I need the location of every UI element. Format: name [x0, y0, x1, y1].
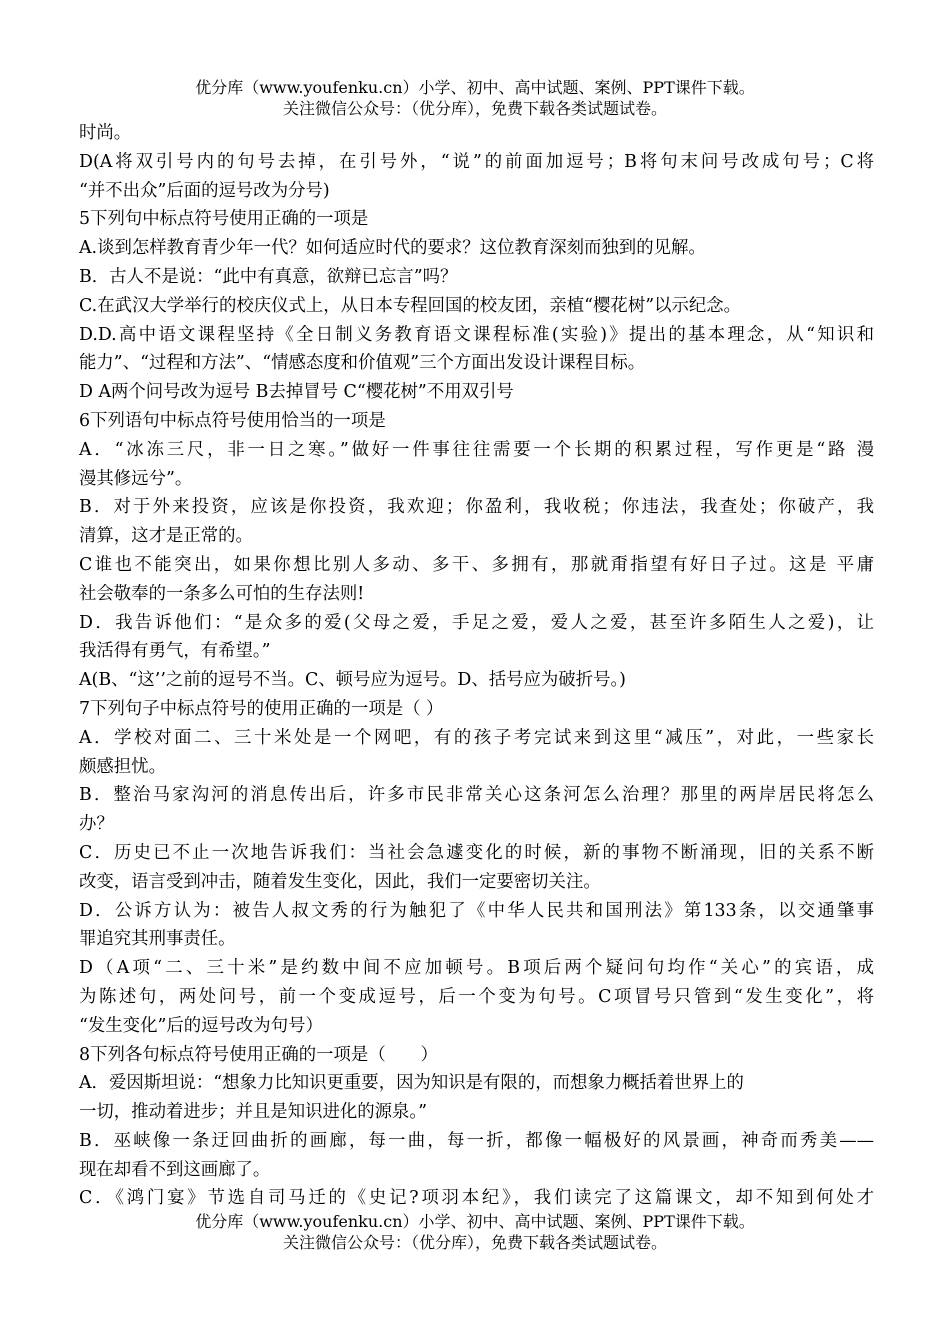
text-line: 漫其修远兮”。 [79, 468, 193, 489]
text-line: A.谈到怎样教育青少年一代？如何适应时代的要求？这位教育深刻而独到的见解。 [79, 238, 706, 259]
text-line: D．公诉方认为：被告人叔文秀的行为触犯了《中华人民共和国刑法》第133条，以交通肇事 [79, 900, 874, 921]
text-line: 现在却看不到这画廊了。 [79, 1159, 271, 1180]
text-line: 社会敬奉的一条多么可怕的生存法则! [79, 583, 365, 604]
text-line: 改变，语言受到冲击，随着发生变化，因此，我们一定要密切关注。 [79, 871, 601, 892]
text-line: D．我告诉他们：“是众多的爱(父母之爱，手足之爱，爱人之爱，甚至许多陌生人之爱)，让 [79, 612, 874, 633]
text-line: A(B、“这’’之前的逗号不当。C、顿号应为逗号。D、括号应为破折号。) [79, 670, 626, 691]
header-line-2: 关注微信公众号：（优分库），免费下载各类试题试卷。 [282, 99, 667, 118]
text-line: 能力”、“过程和方法”、“情感态度和价值观”三个方面出发设计课程目标。 [79, 353, 646, 374]
text-line: 罪追究其刑事责任。 [79, 929, 236, 950]
text-line: C.在武汉大学举行的校庆仪式上，从日本专程回国的校友团，亲植“樱花树”以示纪念。 [79, 295, 742, 316]
text-line: 5下列句中标点符号使用正确的一项是 [79, 209, 369, 230]
text-line: A．学校对面二、三十米处是一个网吧，有的孩子考完试来到这里“减压”，对此，一些家长 [79, 727, 874, 748]
text-line: 一切，推动着进步；并且是知识进化的源泉。” [79, 1102, 428, 1123]
text-line: B．对于外来投资，应该是你投资，我欢迎；你盈利，我收税；你违法，我查处；你破产，我 [79, 497, 874, 518]
text-line: D（A项“二、三十米”是约数中间不应加顿号。B项后两个疑问句均作“关心”的宾语，成 [79, 958, 874, 979]
text-line: “发生变化”后的逗号改为句号） [79, 1015, 323, 1036]
text-line: 6下列语句中标点符号使用恰当的一项是 [79, 410, 386, 431]
text-line: D A两个问号改为逗号 B去掉冒号 C“樱花树”不用双引号 [79, 382, 514, 403]
text-line: 8下列各句标点符号使用正确的一项是（ ） [79, 1044, 438, 1065]
text-line: 我活得有勇气，有希望。” [79, 641, 271, 662]
page-footer [0, 1211, 950, 1253]
footer-line-1: 优分库（www.youfenku.cn）小学、初中、高中试题、案例、PPT课件下载。 [195, 1212, 755, 1231]
text-line: C．历史已不止一次地告诉我们：当社会急遽变化的时候，新的事物不断涌现，旧的关系不断 [79, 842, 874, 863]
text-line: A．爱因斯坦说：“想象力比知识更重要，因为知识是有限的，而想象力概括着世界上的 [79, 1073, 744, 1094]
page-header [0, 77, 950, 119]
text-line: A．“冰冻三尺，非一日之寒。”做好一件事往往需要一个长期的积累过程，写作更是“路 漫 [79, 439, 874, 460]
text-line: 为陈述句，两处问号，前一个变成逗号，后一个变为句号。C项冒号只管到“发生变化”，将 [79, 986, 874, 1007]
text-line: 时尚。 [79, 123, 132, 143]
text-line: B．古人不是说：“此中有真意，欲辩已忘言”吗？ [79, 266, 458, 287]
text-line: D.D.高中语文课程坚持《全日制义务教育语文课程标准(实验)》提出的基本理念，从“知识和 [79, 324, 874, 345]
text-line: C谁也不能突出，如果你想比别人多动、多干、多拥有，那就甭指望有好日子过。这是 平庸 [79, 554, 874, 575]
header-line-1: 优分库（www.youfenku.cn）小学、初中、高中试题、案例、PPT课件下载。 [195, 78, 755, 97]
text-line: 办？ [79, 814, 114, 835]
text-line: 清算，这才是正常的。 [79, 526, 253, 547]
text-line: B．巫峡像一条迂回曲折的画廊，每一曲，每一折，都像一幅极好的风景画，神奇而秀美—— [79, 1130, 874, 1151]
text-line: B．整治马家沟河的消息传出后，许多市民非常关心这条河怎么治理？那里的两岸居民将怎么 [79, 785, 874, 806]
footer-line-2: 关注微信公众号：（优分库），免费下载各类试题试卷。 [282, 1233, 667, 1252]
text-line: 颇感担忧。 [79, 756, 166, 777]
text-line: C．《鸿门宴》节选自司马迁的《史记?项羽本纪》，我们读完了这篇课文，却不知到何处才 [79, 1188, 874, 1209]
text-line: “并不出众”后面的逗号改为分号) [79, 180, 330, 201]
text-line: 7下列句子中标点符号的使用正确的一项是（ ） [79, 698, 444, 719]
text-line: D(A将双引号内的句号去掉，在引号外，“说”的前面加逗号；B将句末问号改成句号；C将 [79, 151, 874, 172]
document-body [79, 119, 874, 1213]
